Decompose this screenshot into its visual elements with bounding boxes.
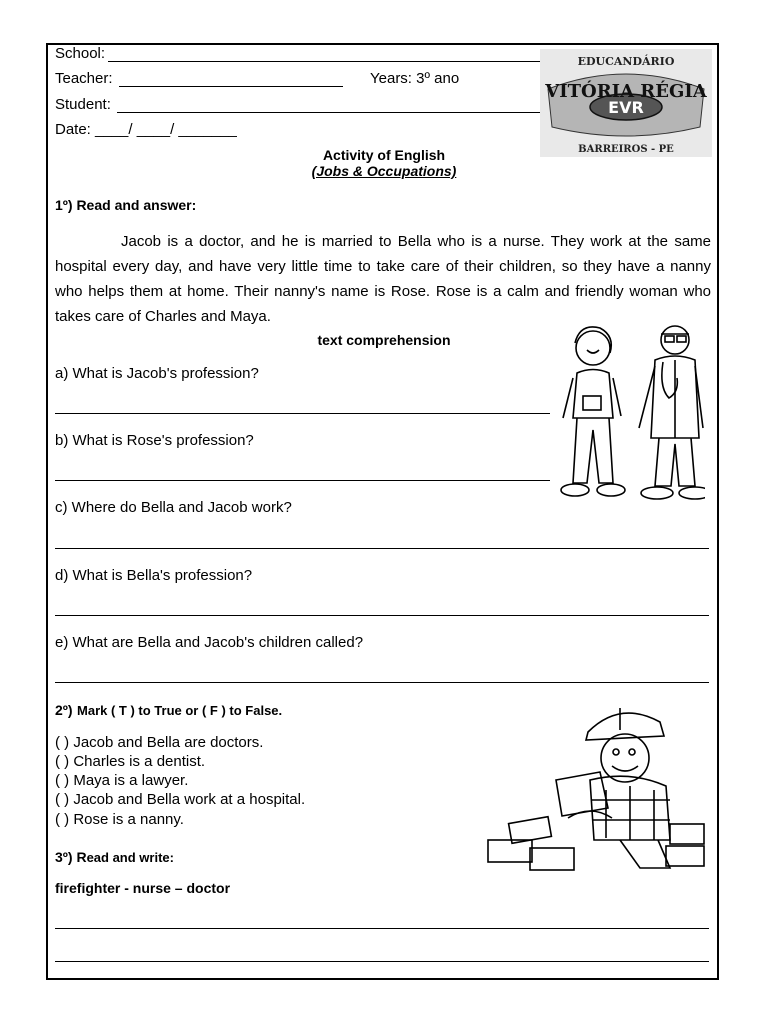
answer-line-e[interactable] bbox=[55, 682, 709, 683]
logo-badge-text: EVR bbox=[608, 98, 644, 117]
question-a: a) What is Jacob's profession? bbox=[55, 365, 259, 382]
reading-paragraph-text: Jacob is a doctor, and he is married to Bella who is a nurse. They work at the same hospital every day, and have very little time to take care of their children, so they have a nanny who helps them at home. Their nanny's name is Rose. Rose is a calm and friendly woman who takes care of Charles and Maya. bbox=[55, 233, 711, 325]
write-line-2[interactable] bbox=[55, 961, 709, 962]
school-blank bbox=[108, 61, 540, 62]
logo-main-text: VITÓRIA RÉGIA bbox=[545, 81, 707, 102]
teacher-blank bbox=[119, 86, 343, 87]
question-e: e) What are Bella and Jacob's children called? bbox=[55, 634, 364, 651]
nurse-doctor-illustration bbox=[555, 318, 705, 503]
logo-top-text: EDUCANDÁRIO bbox=[577, 55, 675, 68]
text-comprehension-heading: text comprehension bbox=[317, 332, 451, 348]
tf-item-5[interactable]: ( ) Rose is a nanny. bbox=[55, 811, 184, 828]
answer-line-b[interactable] bbox=[55, 480, 550, 481]
student-blank bbox=[117, 112, 540, 113]
question-b: b) What is Rose's profession? bbox=[55, 432, 254, 449]
write-line-1[interactable] bbox=[55, 928, 709, 929]
answer-line-a[interactable] bbox=[55, 413, 550, 414]
tf-item-4[interactable]: ( ) Jacob and Bella work at a hospital. bbox=[55, 791, 306, 808]
student-label: Student: bbox=[55, 96, 111, 113]
logo-bottom-text: BARREIROS - PE bbox=[578, 144, 674, 155]
word-bank: firefighter - nurse – doctor bbox=[55, 880, 231, 896]
question-c: c) Where do Bella and Jacob work? bbox=[55, 499, 292, 516]
school-logo bbox=[540, 49, 712, 157]
section1-heading: 1º) Read and answer: bbox=[55, 197, 197, 213]
answer-line-d[interactable] bbox=[55, 615, 709, 616]
teacher-label: Teacher: bbox=[55, 70, 113, 87]
section3-heading bbox=[55, 849, 174, 867]
date-label: Date: ____/ ____/ _______ bbox=[55, 121, 237, 138]
section3-heading-num: 3º) R bbox=[55, 849, 87, 865]
answer-line-c[interactable] bbox=[55, 548, 709, 549]
section2-heading-num: 2º) bbox=[55, 702, 73, 718]
tf-item-1[interactable]: ( ) Jacob and Bella are doctors. bbox=[55, 734, 264, 751]
section3-heading-text: ead and write: bbox=[86, 850, 174, 865]
tf-item-3[interactable]: ( ) Maya is a lawyer. bbox=[55, 772, 189, 789]
section2-heading bbox=[55, 702, 282, 720]
title-line2: (Jobs & Occupations) bbox=[311, 163, 457, 179]
question-d: d) What is Bella's profession? bbox=[55, 567, 253, 584]
tf-item-2[interactable]: ( ) Charles is a dentist. bbox=[55, 753, 206, 770]
reading-paragraph bbox=[55, 229, 711, 329]
school-label: School: bbox=[55, 45, 106, 62]
section2-heading-text: Mark ( T ) to True or ( F ) to False. bbox=[77, 703, 283, 718]
builder-illustration bbox=[470, 700, 710, 880]
title-line1: Activity of English bbox=[322, 147, 446, 163]
years-label: Years: 3º ano bbox=[370, 70, 460, 87]
